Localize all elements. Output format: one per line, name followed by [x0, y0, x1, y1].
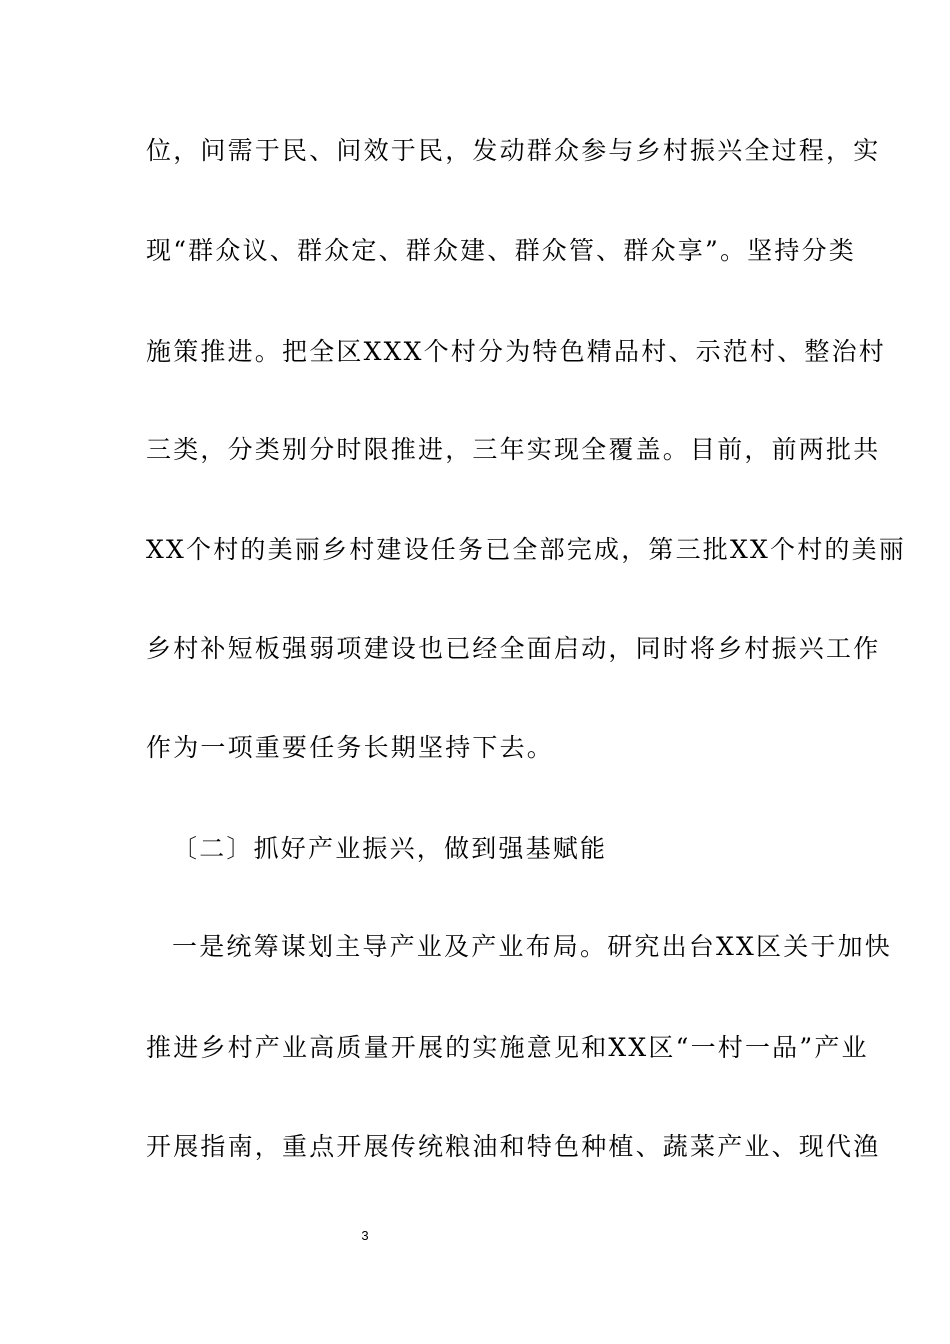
body-text-line: 一是统筹谋划主导产业及产业布局。研究出台XX区关于加快 — [172, 932, 892, 961]
body-text-line: 推进乡村产业高质量开展的实施意见和XX区“一村一品”产业 — [146, 1033, 869, 1062]
page-number: 3 — [361, 1228, 369, 1243]
body-text-line: 三类，分类别分时限推进，三年实现全覆盖。目前，前两批共 — [146, 435, 881, 464]
body-text-line: 施策推进。把全区XXX个村分为特色精品村、示范村、整治村 — [146, 337, 886, 366]
body-text-line: 开展指南，重点开展传统粮油和特色种植、蔬菜产业、现代渔 — [146, 1132, 881, 1161]
body-text-line: 位，问需于民、问效于民，发动群众参与乡村振兴全过程，实 — [146, 136, 881, 165]
body-text-line: 现“群众议、群众定、群众建、群众管、群众享”。坚持分类 — [146, 236, 856, 265]
body-text-line: 乡村补短板强弱项建设也已经全面启动，同时将乡村振兴工作 — [146, 634, 881, 663]
section-heading: 〔二〕抓好产业振兴，做到强基赋能 — [172, 834, 608, 863]
body-text-line: 作为一项重要任务长期坚持下去。 — [146, 733, 555, 762]
body-text-line: XX个村的美丽乡村建设任务已全部完成，第三批XX个村的美丽 — [146, 535, 906, 564]
